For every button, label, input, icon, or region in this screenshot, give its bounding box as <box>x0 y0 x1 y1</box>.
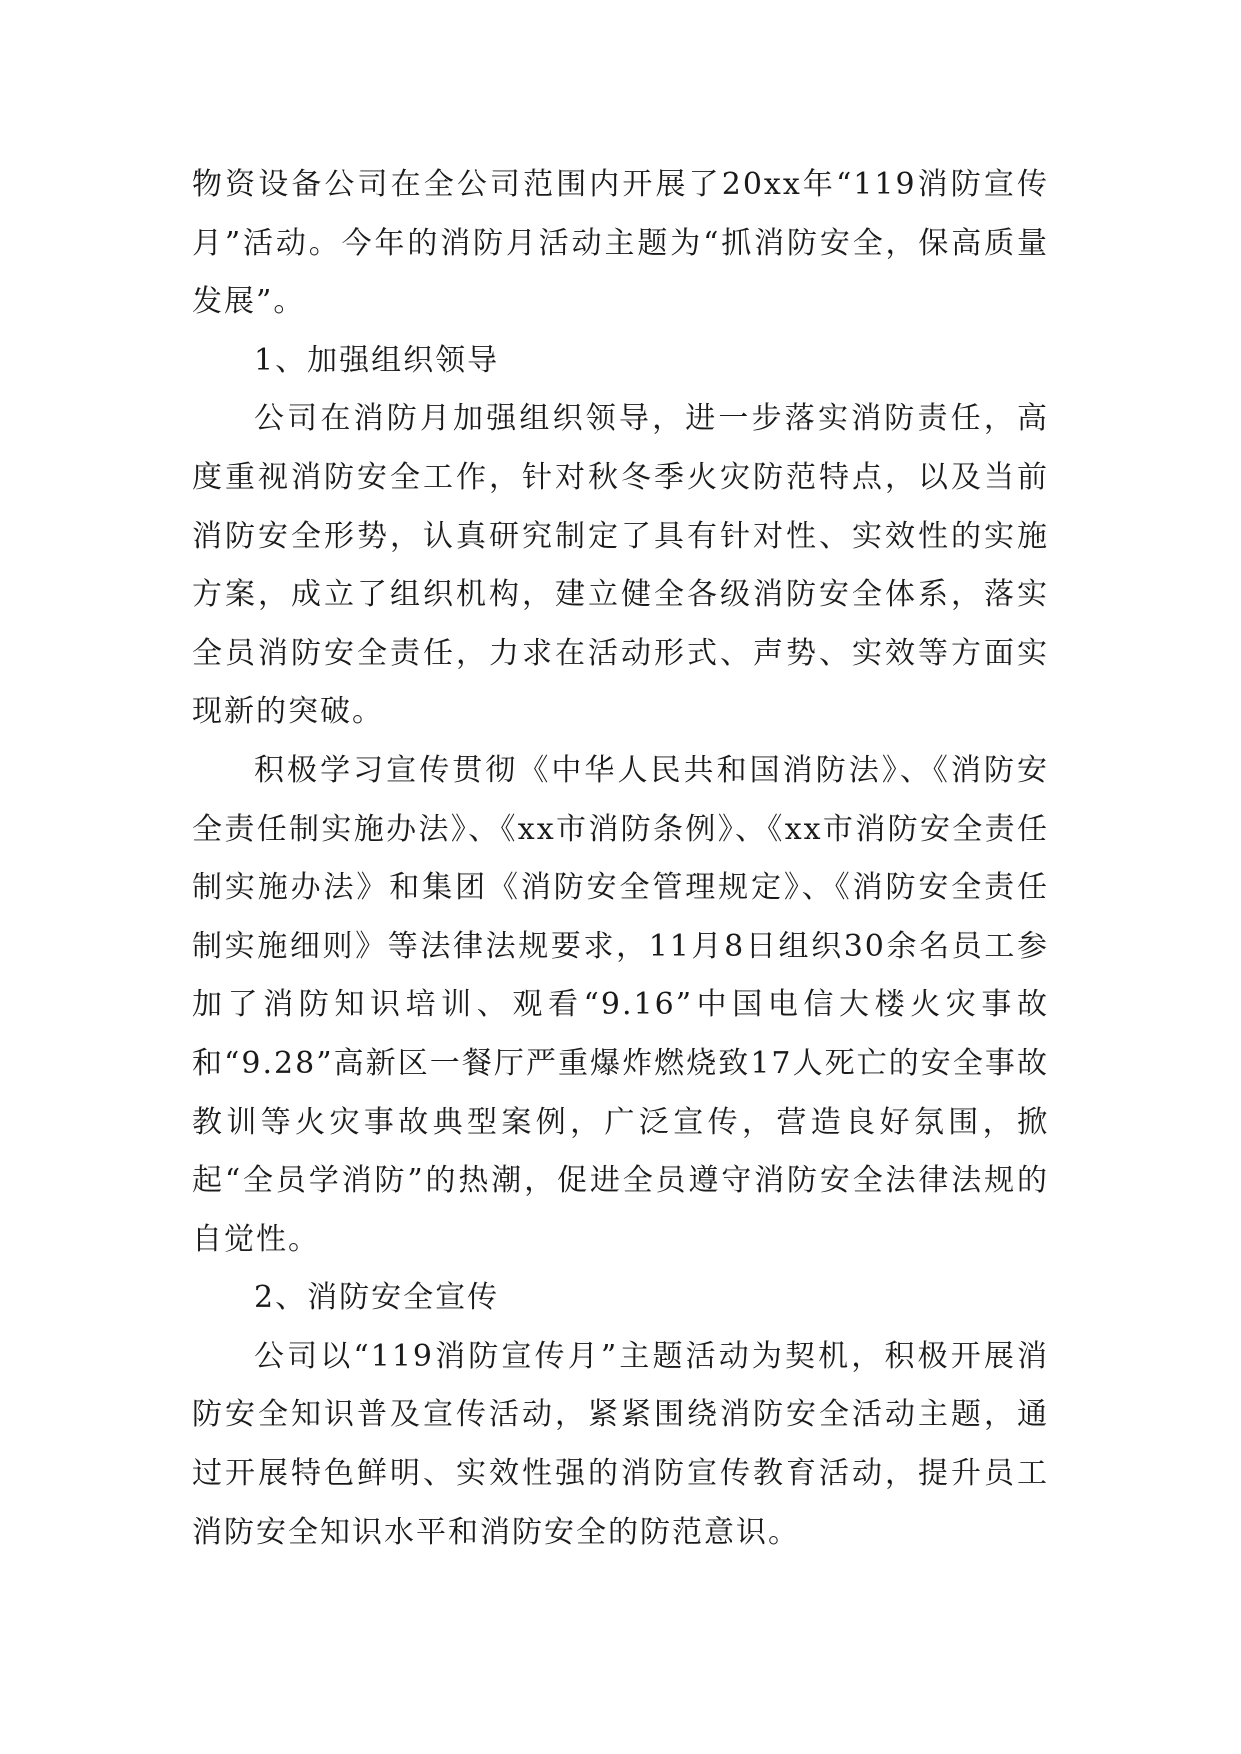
section-heading-1: 1、加强组织领导 <box>254 342 500 378</box>
section-1-paragraph-2: 积极学习宣传贯彻《中华人民共和国消防法》、《消防安全责任制实施办法》、《xx市消防条例》、《xx市消防安全责任制实施办法》和集团《消防安全管理规定》、《消防安全责任制实施细则》等法律法规要求，11月8日组织30余名员工参加了消防知识培训、观看“9.16”中国电信大楼火灾事故和“9.28”高新区一餐厅严重爆炸燃烧致17人死亡的安全事故教训等火灾事故典型案例，广泛宣传，营造良好氛围，掀起“全员学消防”的热潮，促进全员遵守消防安全法律法规的自觉性。 <box>192 752 1049 1257</box>
section-1-paragraph-1: 公司在消防月加强组织领导，进一步落实消防责任，高度重视消防安全工作，针对秋冬季火灾防范特点，以及当前消防安全形势，认真研究制定了具有针对性、实效性的实施方案，成立了组织机构，建立健全各级消防安全体系，落实全员消防安全责任，力求在活动形式、声势、实效等方面实现新的突破。 <box>192 401 1049 730</box>
document-body <box>192 156 1049 1562</box>
intro-paragraph: 物资设备公司在全公司范围内开展了20xx年“119消防宣传月”活动。今年的消防月活动主题为“抓消防安全，保高质量发展”。 <box>192 167 1049 320</box>
section-2-paragraph-1: 公司以“119消防宣传月”主题活动为契机，积极开展消防安全知识普及宣传活动，紧紧围绕消防安全活动主题，通过开展特色鲜明、实效性强的消防宣传教育活动，提升员工消防安全知识水平和消防安全的防范意识。 <box>192 1338 1049 1550</box>
section-heading-2: 2、消防安全宣传 <box>254 1280 500 1316</box>
